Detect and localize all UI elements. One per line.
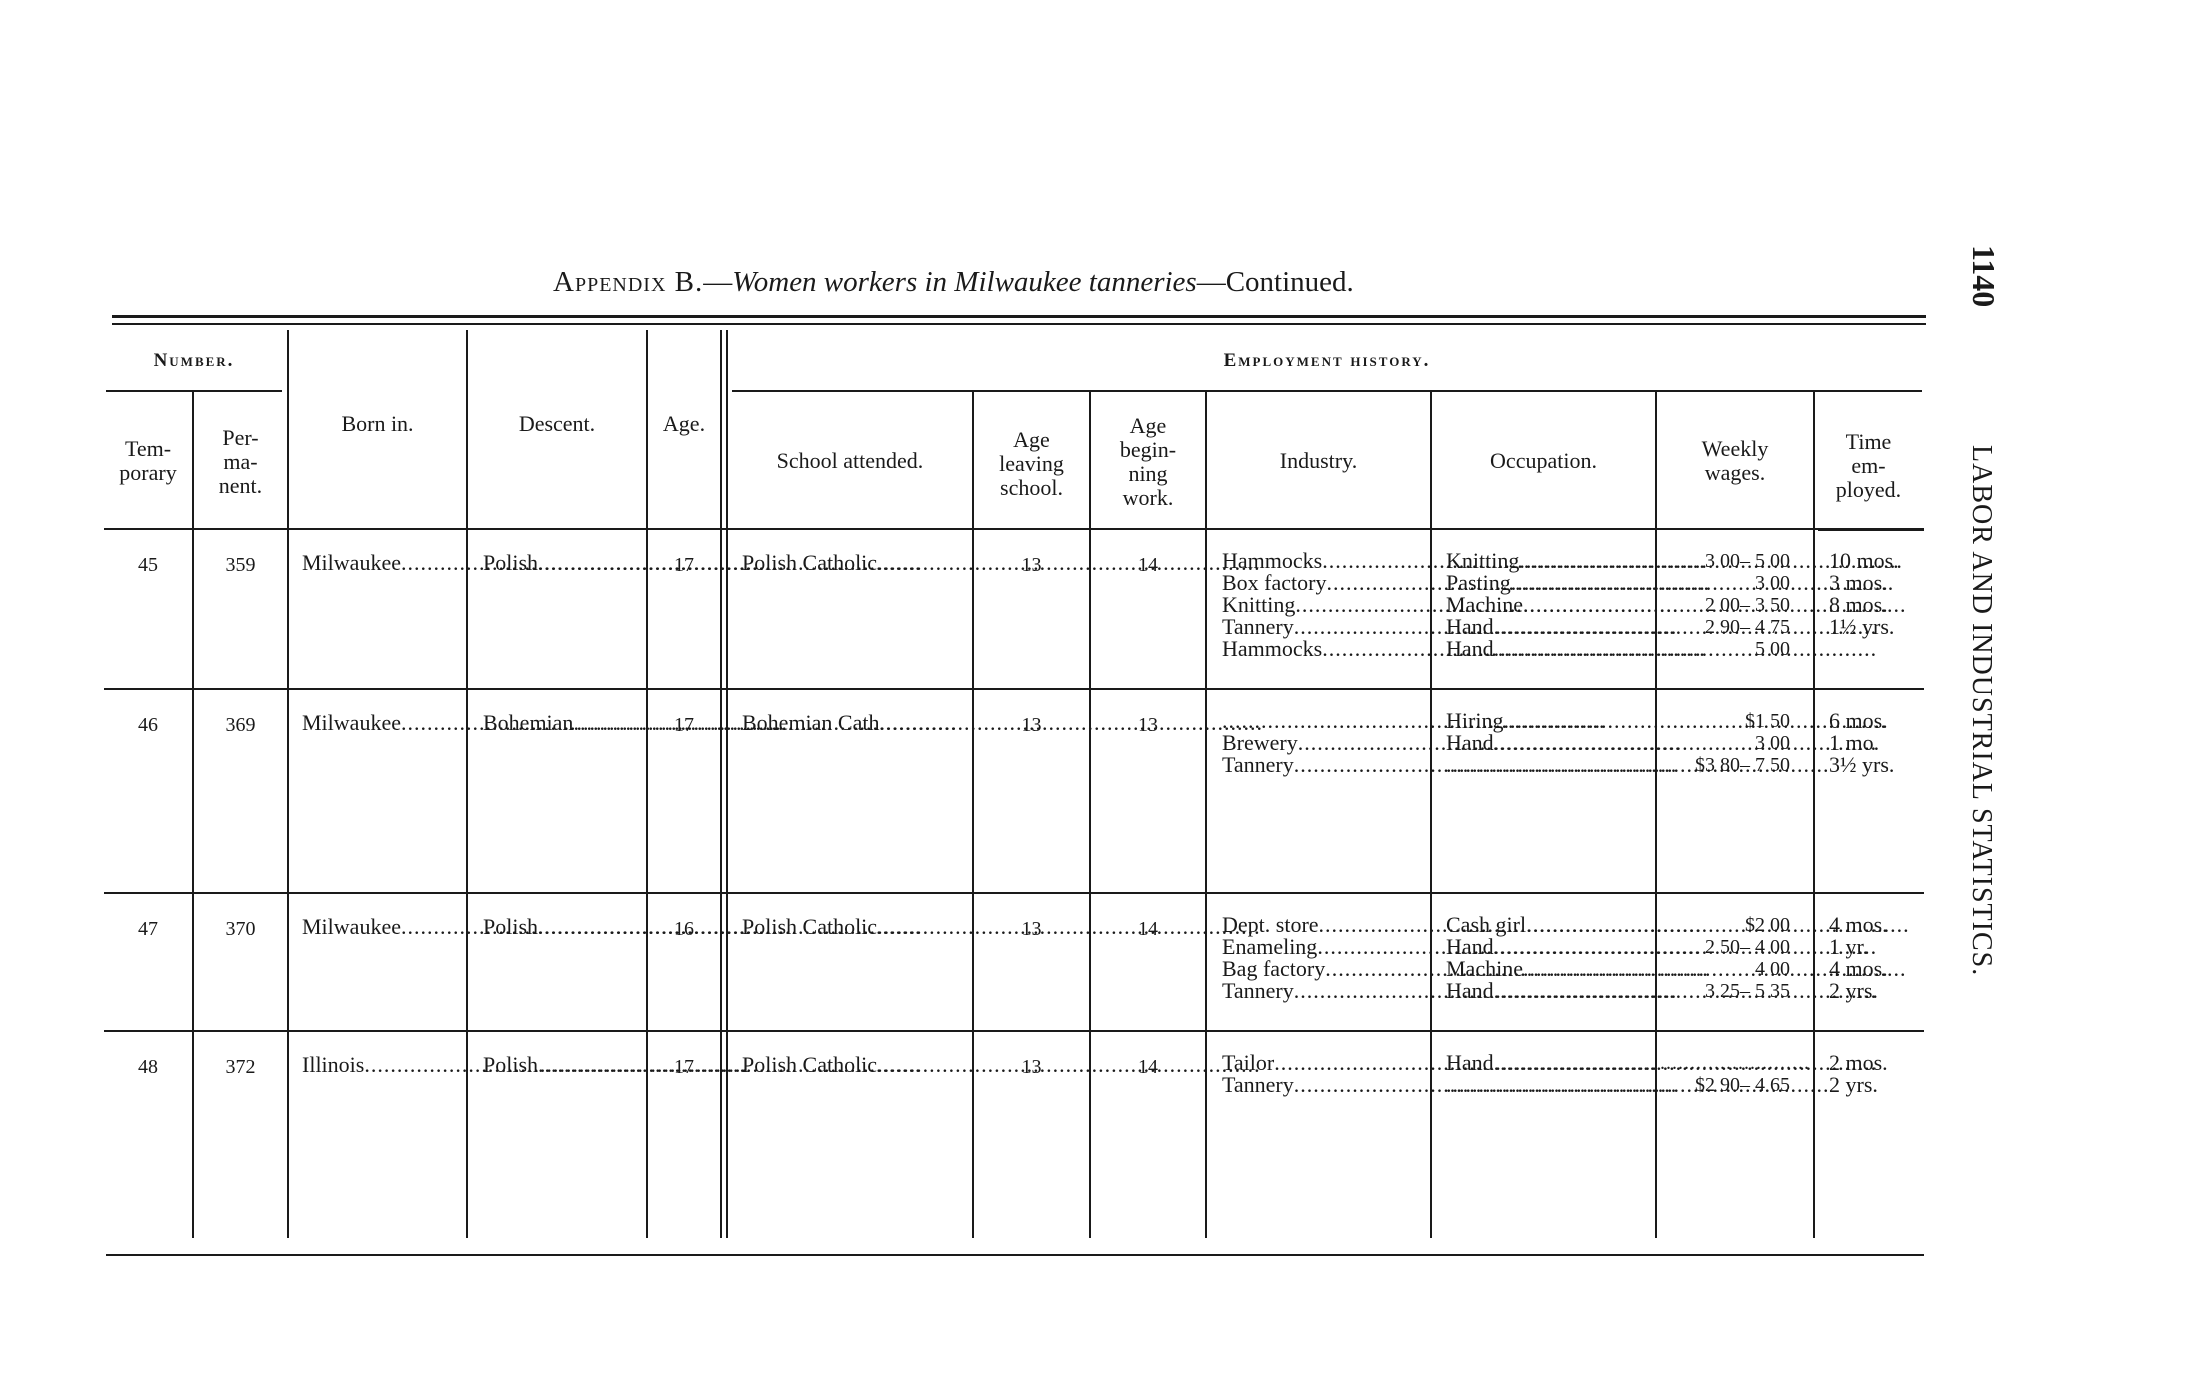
born-in — [302, 550, 462, 576]
time-item: 10 mos. — [1829, 548, 1899, 573]
industry-item-text: Tannery — [1222, 1072, 1294, 1097]
page-number: 1140 — [1966, 245, 2002, 308]
cell-born-in — [302, 710, 462, 736]
col-line-6 — [972, 392, 974, 1238]
industry-item-text: Box factory — [1222, 570, 1327, 595]
occupation-item — [1446, 550, 1650, 572]
header-age-leaving: Age leaving school. — [999, 427, 1064, 500]
title-italic: Women workers in Milwaukee tanneries — [732, 266, 1197, 298]
occupation-item-text: Hand — [1446, 614, 1494, 639]
occupation-item-text: Machine — [1446, 956, 1523, 981]
occupation-item-text: Machine — [1446, 592, 1523, 617]
school-text: Polish Catholic — [742, 1052, 878, 1077]
born-in — [302, 710, 462, 736]
cell-descent — [483, 914, 641, 940]
wages-item: 3 00 — [1755, 732, 1790, 754]
col-line-7 — [1089, 392, 1091, 1238]
occupation-item-text: Knitting — [1446, 548, 1520, 573]
header-group-employment: Employment history. — [1223, 350, 1431, 371]
occupation-item-text: Hand — [1446, 730, 1494, 755]
table-title — [553, 266, 1354, 299]
born-in-text: Milwaukee — [302, 550, 401, 575]
cell-age: 17 — [674, 554, 694, 576]
cell-age: 17 — [674, 1056, 694, 1078]
industry-item — [1222, 1074, 1425, 1096]
industry-item — [1222, 638, 1425, 660]
header-temporary: Tem- porary — [119, 436, 177, 485]
cell-descent — [483, 1052, 641, 1078]
col-line-10 — [1655, 392, 1657, 1238]
cell-age: 16 — [674, 918, 694, 940]
col-line-3 — [466, 330, 468, 1238]
occupation-item — [1446, 616, 1650, 638]
occupation-item — [1446, 980, 1650, 1002]
time-item: 2 yrs. — [1829, 1072, 1878, 1097]
time-item: 4 mos. — [1829, 912, 1888, 937]
industry-item-text: Hammocks — [1222, 636, 1323, 661]
occupation-item — [1446, 936, 1650, 958]
industry-item — [1222, 710, 1425, 732]
time-col-thick-rule — [1818, 528, 1924, 531]
occupation-item-text: Hand — [1446, 934, 1494, 959]
cell-permanent: 372 — [225, 1056, 256, 1078]
employment-group-rule — [732, 390, 1922, 392]
occupation-item-text: Hand — [1446, 1050, 1494, 1075]
cell-descent — [483, 710, 641, 736]
cell-time-employed — [1829, 1052, 1921, 1096]
wages-item: 5 00 — [1755, 638, 1790, 660]
running-head — [1965, 245, 2013, 1095]
industry-item — [1222, 550, 1425, 572]
cell-temporary: 48 — [138, 1056, 158, 1078]
time-item: 3½ yrs. — [1829, 752, 1895, 777]
header-age-beginning: Age begin- ning work. — [1119, 413, 1177, 510]
cell-school — [742, 550, 967, 576]
row-rule-3 — [104, 1030, 1924, 1032]
industry-item-text: Enameling — [1222, 934, 1318, 959]
cell-industry — [1222, 550, 1425, 660]
school — [742, 914, 967, 940]
wages-item: $2 90– 4 65 — [1695, 1074, 1790, 1096]
running-head-text: LABOR AND INDUSTRIAL STATISTICS. — [1966, 445, 1997, 977]
wages-item: 2 50– 4 00 — [1705, 936, 1790, 958]
cell-age: 17 — [674, 714, 694, 736]
industry-item — [1222, 572, 1425, 594]
school — [742, 550, 967, 576]
descent — [483, 710, 641, 736]
col-line-1 — [192, 392, 194, 1238]
cell-occupation — [1446, 1052, 1650, 1096]
time-item: 2 mos. — [1829, 1050, 1888, 1075]
title-suffix: —Continued. — [1196, 266, 1354, 298]
header-occupation: Occupation. — [1490, 448, 1597, 473]
cell-temporary: 47 — [138, 918, 158, 940]
cell-age-beginning: 13 — [1138, 714, 1158, 736]
cell-descent — [483, 550, 641, 576]
industry-item-text: Tannery — [1222, 614, 1294, 639]
wages-item: 3 00 — [1755, 572, 1790, 594]
col-line-8 — [1205, 392, 1207, 1238]
cell-industry — [1222, 1052, 1425, 1096]
cell-weekly-wages — [1660, 1052, 1810, 1096]
school-text: Bohemian Cath — [742, 710, 880, 735]
occupation-item-text: Hand — [1446, 636, 1494, 661]
header-industry: Industry. — [1279, 448, 1358, 473]
cell-age-beginning: 14 — [1138, 554, 1158, 576]
cell-age-leaving: 13 — [1021, 714, 1042, 736]
time-item: 6 mos. — [1829, 708, 1888, 733]
title-appendix: Appendix B. — [553, 266, 704, 298]
industry-item-text: Brewery — [1222, 730, 1298, 755]
row-rule-2 — [104, 892, 1924, 894]
header-weekly-wages: Weekly wages. — [1701, 436, 1769, 485]
school-text: Polish Catholic — [742, 914, 878, 939]
born-in — [302, 914, 462, 940]
time-item: 1 yr. — [1829, 934, 1869, 959]
industry-item — [1222, 732, 1425, 754]
industry-item — [1222, 980, 1425, 1002]
occupation-item — [1446, 1052, 1650, 1074]
cell-weekly-wages — [1660, 710, 1790, 776]
born-in — [302, 1052, 462, 1078]
time-item: 1 mo. — [1829, 730, 1880, 755]
cell-age-leaving: 13 — [1021, 1056, 1042, 1078]
col-line-9 — [1430, 392, 1432, 1238]
occupation-item — [1446, 958, 1650, 980]
occupation-item — [1446, 1074, 1650, 1096]
time-item: 4 mos. — [1829, 956, 1888, 981]
wages-item: 3 00– 5 00 — [1705, 550, 1790, 572]
cell-age-beginning: 14 — [1138, 1056, 1158, 1078]
col-line-5a — [720, 330, 722, 1238]
born-in-text: Milwaukee — [302, 710, 401, 735]
cell-permanent: 370 — [225, 918, 256, 940]
industry-item — [1222, 936, 1425, 958]
cell-permanent: 359 — [225, 554, 256, 576]
industry-item-text: Bag factory — [1222, 956, 1326, 981]
col-line-2 — [287, 330, 289, 1238]
cell-born-in — [302, 550, 462, 576]
cell-temporary: 45 — [138, 554, 158, 576]
time-item: 3 mos. — [1829, 570, 1888, 595]
descent — [483, 550, 641, 576]
header-descent: Descent. — [518, 411, 596, 436]
industry-item-text: Knitting — [1222, 592, 1296, 617]
wages-item: 3 25– 5 35 — [1705, 980, 1790, 1002]
header-born-in: Born in. — [341, 411, 414, 436]
wages-item: 4 00 — [1755, 958, 1790, 980]
top-rule-thin — [112, 323, 1926, 325]
occupation-item — [1446, 732, 1650, 754]
occupation-item — [1446, 572, 1650, 594]
descent-text: Polish — [483, 914, 539, 939]
occupation-item — [1446, 710, 1650, 732]
header-school: School attended. — [776, 448, 924, 473]
occupation-item-text: Cash girl — [1446, 912, 1527, 937]
wages-leader: ......................... — [1660, 1052, 1810, 1074]
descent-text: Bohemian — [483, 710, 574, 735]
occupation-item — [1446, 638, 1650, 660]
school — [742, 710, 967, 736]
cell-occupation — [1446, 710, 1650, 776]
header-permanent: Per- ma- nent. — [218, 425, 263, 498]
header-bottom-rule — [104, 528, 1924, 530]
time-item: 1½ yrs. — [1829, 614, 1895, 639]
industry-item — [1222, 616, 1425, 638]
top-rule-thick — [112, 315, 1926, 318]
col-line-11 — [1813, 392, 1815, 1238]
cell-time-employed — [1829, 914, 1921, 1002]
industry-item-text: Tannery — [1222, 978, 1294, 1003]
cell-industry — [1222, 710, 1425, 776]
cell-temporary: 46 — [138, 714, 158, 736]
wages-item: 2 00– 3 50 — [1705, 594, 1790, 616]
time-item: 2 yrs. — [1829, 978, 1878, 1003]
cell-time-employed — [1829, 710, 1921, 776]
cell-industry — [1222, 914, 1425, 1002]
wages-item: $2 00 — [1745, 914, 1790, 936]
born-in-text: Illinois — [302, 1052, 365, 1077]
time-item: 8 mos. — [1829, 592, 1888, 617]
occupation-item — [1446, 594, 1650, 616]
header-time-employed: Time em- ployed. — [1835, 429, 1902, 502]
cell-time-employed — [1829, 550, 1921, 638]
cell-weekly-wages — [1660, 914, 1790, 1002]
industry-item-text: Tannery — [1222, 752, 1294, 777]
descent-text: Polish — [483, 550, 539, 575]
header-age: Age. — [662, 411, 706, 436]
bottom-rule — [106, 1254, 1924, 1256]
industry-item — [1222, 958, 1425, 980]
col-line-4 — [646, 330, 648, 1238]
descent-text: Polish — [483, 1052, 539, 1077]
number-group-rule — [106, 390, 282, 392]
title-dash: — — [703, 266, 733, 298]
industry-item-text: Dept. store — [1222, 912, 1319, 937]
wages-item: $3 80– 7 50 — [1695, 754, 1790, 776]
cell-school — [742, 914, 967, 940]
cell-permanent: 369 — [225, 714, 256, 736]
occupation-item-text: Hiring — [1446, 708, 1504, 733]
cell-age-leaving: 13 — [1021, 918, 1042, 940]
cell-school — [742, 1052, 967, 1078]
header-group-number: Number. — [153, 350, 235, 371]
born-in-text: Milwaukee — [302, 914, 401, 939]
industry-item — [1222, 594, 1425, 616]
occupation-item-text: Hand — [1446, 978, 1494, 1003]
wages-item: 2 90– 4 75 — [1705, 616, 1790, 638]
cell-age-leaving: 13 — [1021, 554, 1042, 576]
cell-school — [742, 710, 967, 736]
wages-item: $1 50 — [1745, 710, 1790, 732]
cell-occupation — [1446, 550, 1650, 660]
industry-item — [1222, 754, 1425, 776]
occupation-item-text: Pasting — [1446, 570, 1511, 595]
industry-item-text: Hammocks — [1222, 548, 1323, 573]
school-text: Polish Catholic — [742, 550, 878, 575]
cell-born-in — [302, 1052, 462, 1078]
school — [742, 1052, 967, 1078]
row-rule-1 — [104, 688, 1924, 690]
industry-item — [1222, 1052, 1425, 1074]
cell-age-beginning: 14 — [1138, 918, 1158, 940]
cell-born-in — [302, 914, 462, 940]
occupation-item — [1446, 914, 1650, 936]
industry-item-text: Tailor — [1222, 1050, 1275, 1075]
occupation-item — [1446, 754, 1650, 776]
descent — [483, 1052, 641, 1078]
industry-item — [1222, 914, 1425, 936]
cell-occupation — [1446, 914, 1650, 1002]
cell-weekly-wages — [1660, 550, 1790, 660]
descent — [483, 914, 641, 940]
